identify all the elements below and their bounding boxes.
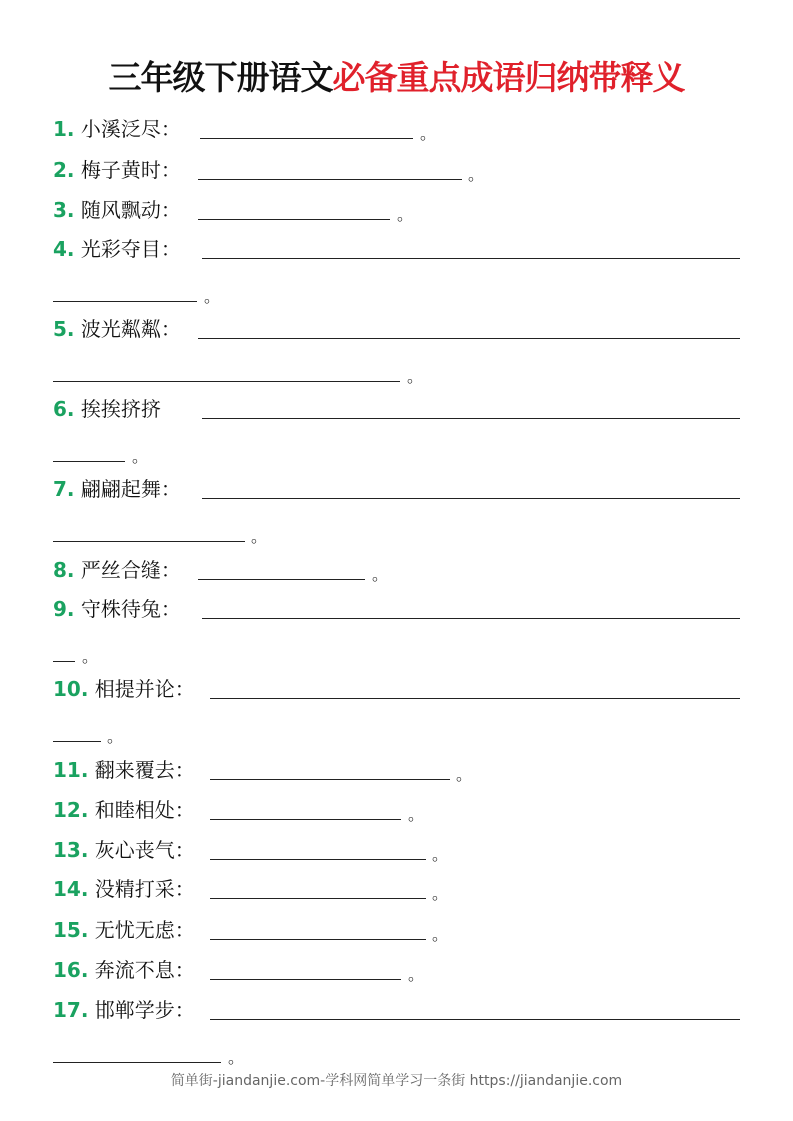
answer-blank[interactable] (198, 219, 390, 220)
period-mark: 。 (397, 205, 414, 224)
item-number: 16. (53, 958, 89, 982)
answer-blank[interactable] (210, 979, 401, 980)
idiom-item (53, 755, 195, 785)
period-mark: 。 (408, 965, 425, 984)
idiom-text: 灰心丧气： (94, 838, 195, 862)
answer-blank-continued[interactable] (53, 301, 197, 302)
period-mark: 。 (204, 287, 221, 306)
item-number: 14. (53, 877, 89, 901)
item-number: 1. (53, 117, 75, 141)
answer-blank[interactable] (210, 1019, 740, 1020)
period-mark: 。 (107, 727, 124, 746)
idiom-text: 梅子黄时： (80, 158, 181, 182)
idiom-text: 翩翩起舞： (80, 477, 181, 501)
period-mark: 。 (432, 884, 449, 903)
idiom-item (53, 314, 181, 344)
idiom-text: 守株待兔： (80, 597, 181, 621)
idiom-item (53, 114, 181, 144)
idiom-item (53, 795, 195, 825)
idiom-item (53, 195, 181, 225)
idiom-item (53, 155, 181, 185)
answer-blank[interactable] (210, 898, 426, 899)
period-mark: 。 (432, 845, 449, 864)
period-mark: 。 (432, 925, 449, 944)
item-number: 15. (53, 918, 89, 942)
answer-blank[interactable] (210, 698, 740, 699)
item-number: 6. (53, 397, 75, 421)
idiom-item (53, 995, 195, 1025)
idiom-text: 翻来覆去： (94, 758, 195, 782)
item-number: 13. (53, 838, 89, 862)
answer-blank-continued[interactable] (53, 1062, 221, 1063)
answer-blank-continued[interactable] (53, 661, 75, 662)
answer-blank-continued[interactable] (53, 461, 125, 462)
answer-blank[interactable] (202, 618, 740, 619)
answer-blank[interactable] (210, 819, 401, 820)
answer-blank-continued[interactable] (53, 381, 400, 382)
idiom-text: 和睦相处： (94, 798, 195, 822)
answer-blank[interactable] (200, 138, 413, 139)
answer-blank[interactable] (210, 859, 426, 860)
answer-blank[interactable] (202, 418, 740, 419)
answer-blank-continued[interactable] (53, 541, 245, 542)
period-mark: 。 (82, 647, 99, 666)
idiom-text: 奔流不息： (94, 958, 195, 982)
idiom-text: 小溪泛尽： (80, 117, 181, 141)
period-mark: 。 (251, 527, 268, 546)
idiom-text: 相提并论： (94, 677, 195, 701)
period-mark: 。 (456, 765, 473, 784)
item-number: 7. (53, 477, 75, 501)
footer: 简单街-jiandanjie.com-学科网简单学习一条街 https://jiandanjie.com (170, 1073, 623, 1089)
idiom-item (53, 594, 181, 624)
idiom-item (53, 555, 181, 585)
idiom-text: 没精打采： (94, 877, 195, 901)
idiom-text: 挨挨挤挤 (80, 397, 161, 421)
answer-blank[interactable] (202, 498, 740, 499)
idiom-item (53, 474, 181, 504)
period-mark: 。 (132, 447, 149, 466)
item-number: 3. (53, 198, 75, 222)
item-number: 17. (53, 998, 89, 1022)
idiom-text: 无忧无虑： (94, 918, 195, 942)
answer-blank[interactable] (198, 179, 462, 180)
item-number: 4. (53, 237, 75, 261)
item-number: 5. (53, 317, 75, 341)
answer-blank-continued[interactable] (53, 741, 101, 742)
idiom-text: 光彩夺目： (80, 237, 181, 261)
item-number: 11. (53, 758, 89, 782)
page-title (0, 52, 793, 99)
period-mark: 。 (407, 367, 424, 386)
idiom-item (53, 874, 195, 904)
item-number: 12. (53, 798, 89, 822)
period-mark: 。 (228, 1048, 245, 1067)
idiom-item (53, 234, 181, 264)
idiom-text: 严丝合缝： (80, 558, 181, 582)
answer-blank[interactable] (198, 338, 740, 339)
idiom-item (53, 394, 161, 424)
answer-blank[interactable] (210, 779, 450, 780)
idiom-item (53, 835, 195, 865)
idiom-text: 波光粼粼： (80, 317, 181, 341)
answer-blank[interactable] (202, 258, 740, 259)
item-number: 9. (53, 597, 75, 621)
idiom-text: 随风飘动： (80, 198, 181, 222)
answer-blank[interactable] (198, 579, 365, 580)
title-red: 必备重点成语归纳带释义 (332, 58, 685, 97)
item-number: 8. (53, 558, 75, 582)
period-mark: 。 (420, 124, 437, 143)
period-mark: 。 (372, 565, 389, 584)
item-number: 2. (53, 158, 75, 182)
idiom-item (53, 955, 195, 985)
idiom-item (53, 915, 195, 945)
answer-blank[interactable] (210, 939, 426, 940)
idiom-text: 邯郸学步： (94, 998, 195, 1022)
period-mark: 。 (468, 165, 485, 184)
period-mark: 。 (408, 805, 425, 824)
title-black: 三年级下册语文 (108, 58, 333, 97)
idiom-item (53, 674, 195, 704)
item-number: 10. (53, 677, 89, 701)
